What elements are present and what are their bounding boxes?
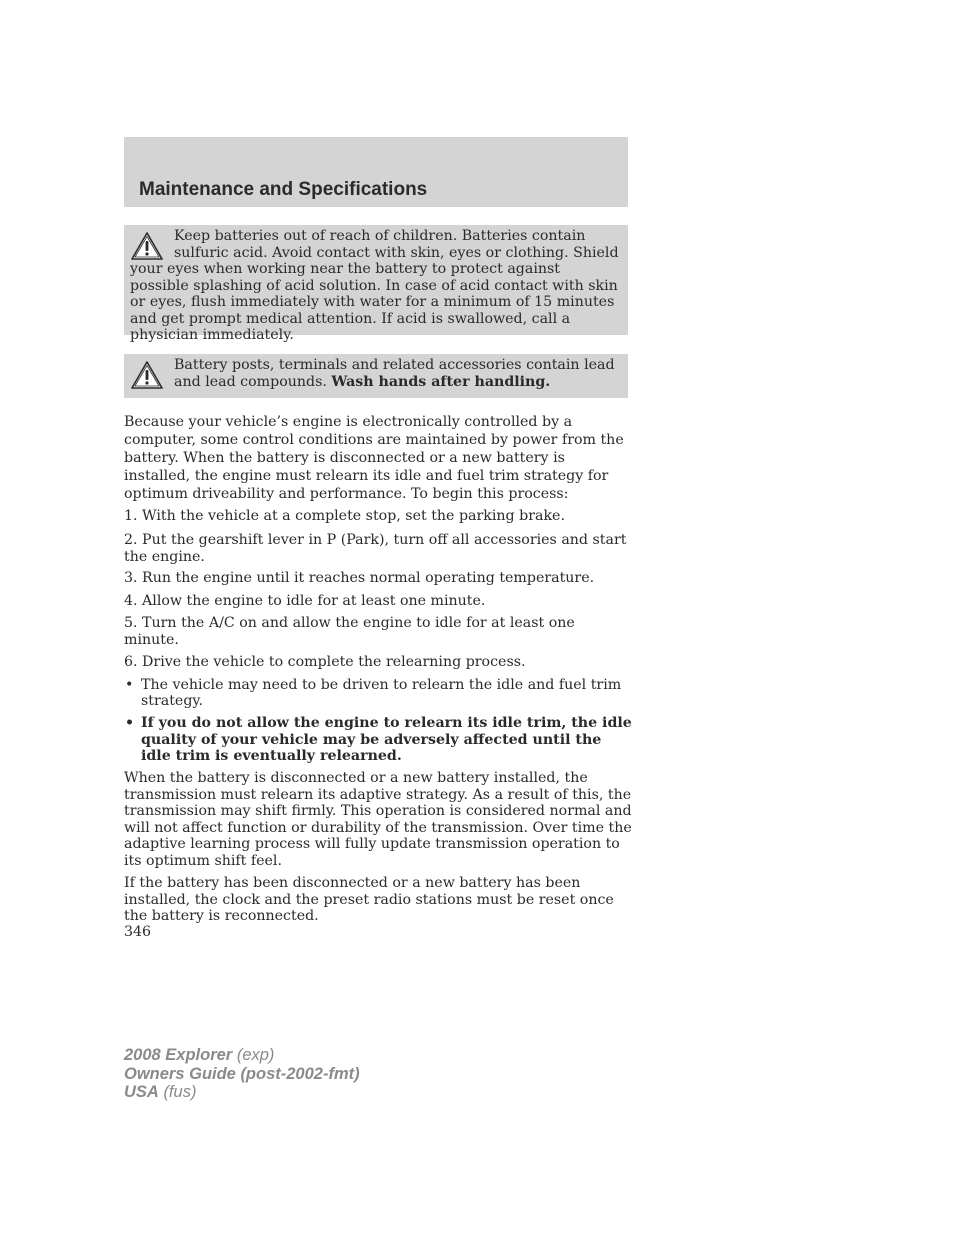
section-title: Maintenance and Specifications <box>139 179 428 200</box>
bullet-marker: • <box>125 715 135 731</box>
document-footer <box>124 1046 360 1102</box>
warning-box-lead <box>124 354 628 398</box>
warning-triangle-icon <box>130 231 164 261</box>
footer-line-1 <box>124 1046 360 1065</box>
steps-list <box>124 508 632 925</box>
warning-box-acid <box>124 225 628 343</box>
intro-text: Because your vehicle’s engine is electronically controlled by a computer, some control conditions are maintained by power from the battery. When the battery is disconnected or a new battery is installed, the engine must relearn its idle and fuel trim strategy for optimum driveability and performance. To begin this process: <box>124 414 624 502</box>
step-item: 5. Turn the A/C on and allow the engine to idle for at least one minute. <box>124 615 575 648</box>
step-item: 2. Put the gearshift lever in P (Park), turn off all accessories and start the engine. <box>124 532 627 565</box>
footer-model: 2008 Explorer <box>124 1046 233 1064</box>
footer-region-code: (fus) <box>163 1083 197 1101</box>
step-item: 1. With the vehicle at a complete stop, set the parking brake. <box>124 508 565 524</box>
clock-paragraph: If the battery has been disconnected or a new battery has been installed, the clock and the preset radio stations must be reset once the battery is reconnected. <box>124 875 614 924</box>
bullet-item <box>124 677 632 710</box>
warning-triangle-icon <box>130 360 164 390</box>
bullet-text: If you do not allow the engine to relearn its idle trim, the idle quality of your vehicle may be adversely affected until the idle trim is eventually relearned. <box>141 715 632 764</box>
footer-model-code: (exp) <box>236 1046 275 1064</box>
warning-text: Keep batteries out of reach of children. Batteries contain sulfuric acid. Avoid contact with skin, eyes or clothing. Shield your eyes when working near the battery to protect against possible splashing of acid solution. In case of acid contact with skin or eyes, flush immediately with water for a minimum of 15 minutes and get prompt medical attention. If acid is swallowed, call a physician immediately. <box>130 228 619 343</box>
step-item: 4. Allow the engine to idle for at least one minute. <box>124 592 486 609</box>
bullet-item <box>124 715 632 765</box>
intro-paragraph <box>124 413 632 503</box>
footer-line-3 <box>124 1083 360 1102</box>
step-item: 3. Run the engine until it reaches normal operating temperature. <box>124 570 595 586</box>
bullet-text: The vehicle may need to be driven to relearn the idle and fuel trim strategy. <box>141 676 622 709</box>
footer-region: USA <box>124 1083 159 1101</box>
step-item: 6. Drive the vehicle to complete the relearning process. <box>124 654 526 670</box>
warning-bold-text: Wash hands after handling. <box>331 373 551 390</box>
section-header <box>124 137 628 207</box>
warning-text: Battery posts, terminals and related accessories contain lead and lead compounds. <box>174 357 615 390</box>
bullet-marker: • <box>125 676 134 693</box>
footer-guide: Owners Guide (post-2002-fmt) <box>124 1064 360 1083</box>
page-number: 346 <box>124 924 152 940</box>
transmission-paragraph: When the battery is disconnected or a new battery installed, the transmission must relearn its adaptive strategy. As a result of this, the transmission may shift firmly. This operation is considered normal and will not affect function or durability of the transmission. Over time the adaptive learning process will fully update transmission operation to its optimum shift feel. <box>124 770 632 869</box>
footer-line-2 <box>124 1065 360 1084</box>
